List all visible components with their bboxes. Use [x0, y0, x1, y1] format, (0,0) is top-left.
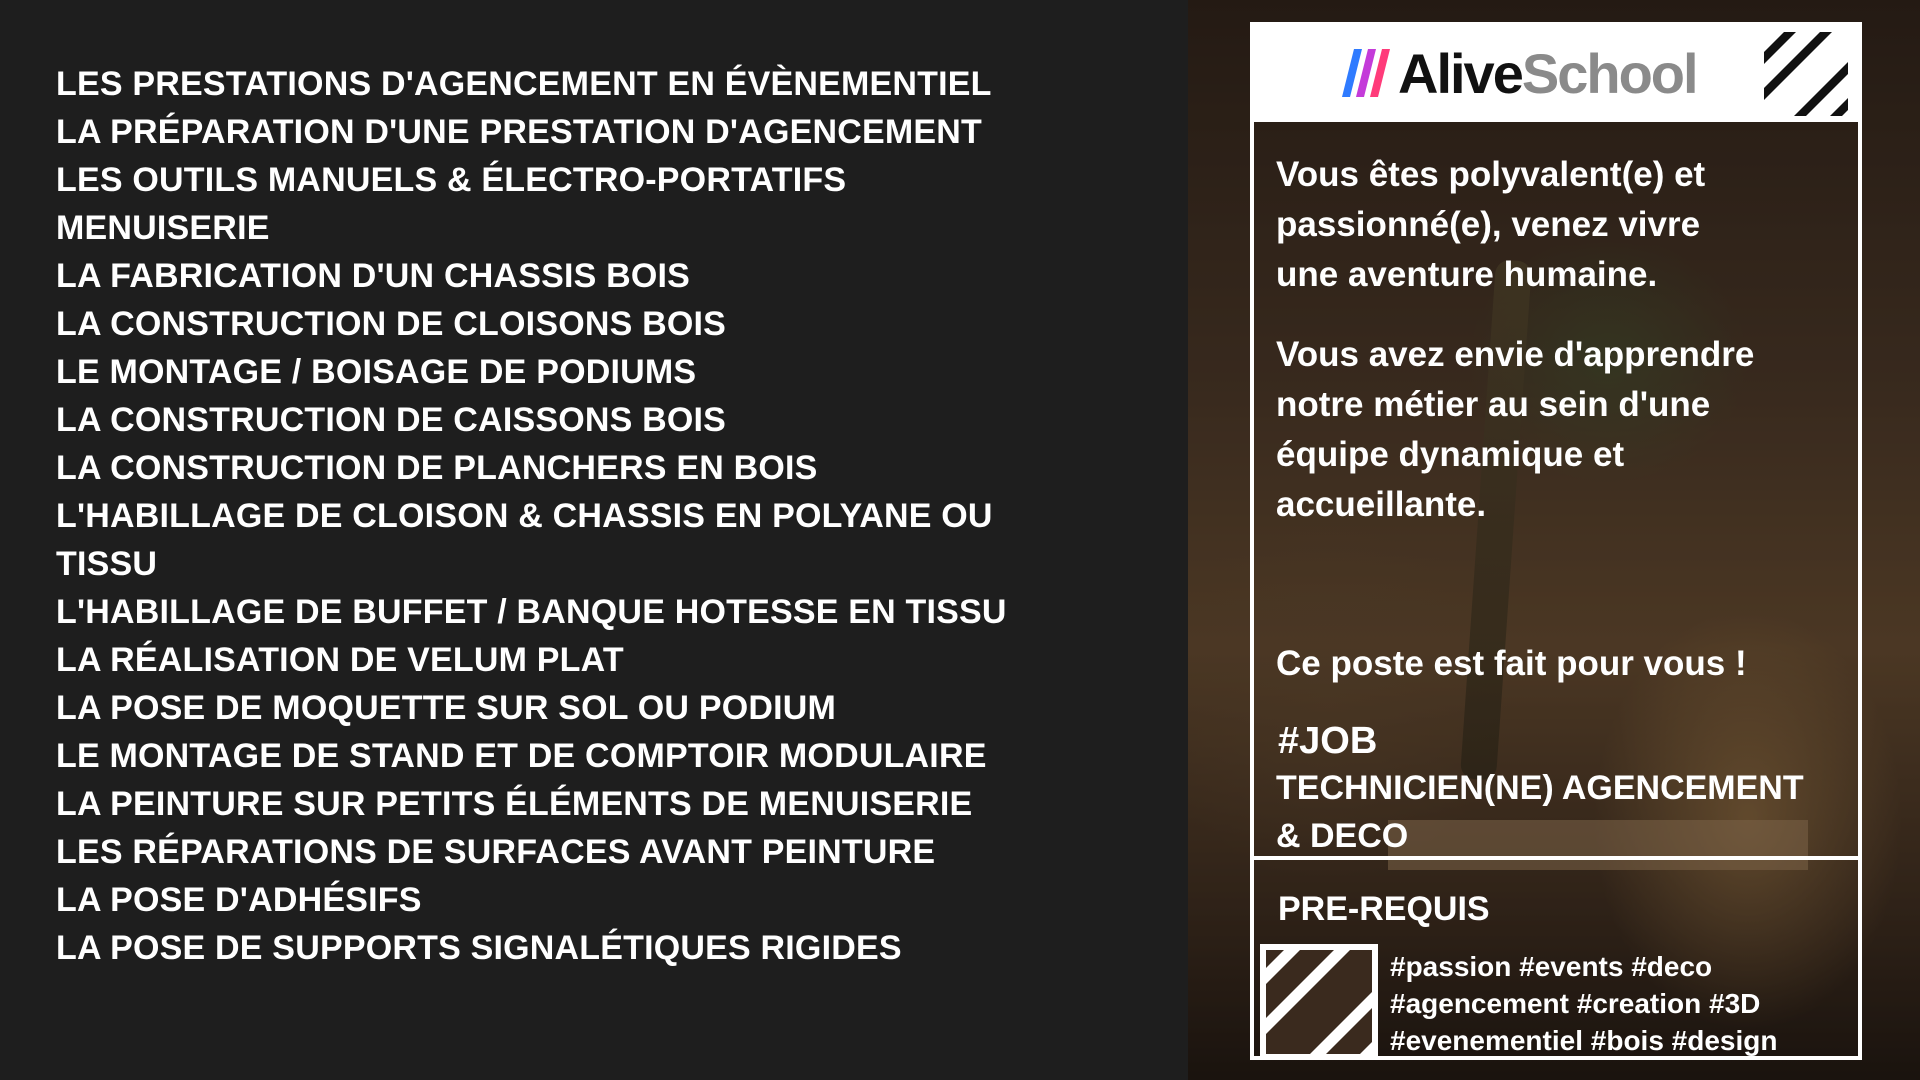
- course-item: LES PRESTATIONS D'AGENCEMENT EN ÉVÈNEMENTIEL: [56, 65, 992, 103]
- learning-paragraph: [1276, 330, 1846, 530]
- job-title-line: TECHNICIEN(NE) AGENCEMENT: [1276, 769, 1804, 807]
- call-to-action: Ce poste est fait pour vous !: [1276, 644, 1747, 683]
- course-item: L'HABILLAGE DE CLOISON & CHASSIS EN POLYANE OU: [56, 497, 993, 535]
- learning-line: notre métier au sein d'une: [1276, 385, 1711, 424]
- learning-line: équipe dynamique et: [1276, 435, 1625, 474]
- course-item: TISSU: [56, 545, 158, 583]
- course-item: LES OUTILS MANUELS & ÉLECTRO-PORTATIFS: [56, 161, 847, 199]
- course-item: LA CONSTRUCTION DE PLANCHERS EN BOIS: [56, 449, 818, 487]
- course-item: LA PRÉPARATION D'UNE PRESTATION D'AGENCEMENT: [56, 113, 982, 151]
- job-card: [1250, 22, 1862, 1060]
- course-list: [56, 60, 1007, 972]
- diagonal-stripes-icon: [1260, 944, 1378, 1060]
- job-title: [1276, 764, 1836, 860]
- prerequisites-heading: PRE-REQUIS: [1278, 890, 1490, 928]
- course-item: MENUISERIE: [56, 209, 270, 247]
- card-body: [1276, 146, 1846, 530]
- course-item: LA POSE DE SUPPORTS SIGNALÉTIQUES RIGIDES: [56, 929, 902, 967]
- intro-line: une aventure humaine.: [1276, 255, 1658, 294]
- logo-slashes-icon: [1342, 49, 1394, 97]
- course-item: LA CONSTRUCTION DE CAISSONS BOIS: [56, 401, 727, 439]
- intro-line: passionné(e), venez vivre: [1276, 205, 1701, 244]
- course-item: LE MONTAGE / BOISAGE DE PODIUMS: [56, 353, 697, 391]
- job-title-line: & DECO: [1276, 817, 1409, 855]
- course-item: L'HABILLAGE DE BUFFET / BANQUE HOTESSE EN TISSU: [56, 593, 1007, 631]
- intro-paragraph: [1276, 150, 1846, 300]
- intro-line: Vous êtes polyvalent(e) et: [1276, 155, 1706, 194]
- alive-school-logo: [1342, 38, 1697, 108]
- job-card-panel: [1188, 0, 1920, 1080]
- logo-alive-text: Alive: [1398, 41, 1522, 105]
- hashtag-line: #passion #events #deco: [1390, 951, 1713, 982]
- course-item: LA RÉALISATION DE VELUM PLAT: [56, 641, 624, 679]
- course-item: LA POSE DE MOQUETTE SUR SOL OU PODIUM: [56, 689, 837, 727]
- hashtag-line: #evenementiel #bois #design: [1390, 1025, 1778, 1056]
- course-item: LES RÉPARATIONS DE SURFACES AVANT PEINTURE: [56, 833, 936, 871]
- course-item: LA PEINTURE SUR PETITS ÉLÉMENTS DE MENUISERIE: [56, 785, 973, 823]
- job-tag: #JOB: [1278, 720, 1378, 762]
- course-item: LA POSE D'ADHÉSIFS: [56, 881, 422, 919]
- hashtag-line: #agencement #creation #3D: [1390, 988, 1761, 1019]
- learning-line: accueillante.: [1276, 485, 1487, 524]
- course-item: LA CONSTRUCTION DE CLOISONS BOIS: [56, 305, 727, 343]
- course-item: LE MONTAGE DE STAND ET DE COMPTOIR MODULAIRE: [56, 737, 987, 775]
- diagonal-stripes-icon: [1764, 32, 1848, 116]
- logo-school-text: School: [1521, 41, 1697, 105]
- card-header: [1254, 26, 1858, 122]
- hashtags: [1390, 948, 1850, 1059]
- course-item: LA FABRICATION D'UN CHASSIS BOIS: [56, 257, 691, 295]
- section-divider: [1254, 856, 1858, 860]
- learning-line: Vous avez envie d'apprendre: [1276, 335, 1755, 374]
